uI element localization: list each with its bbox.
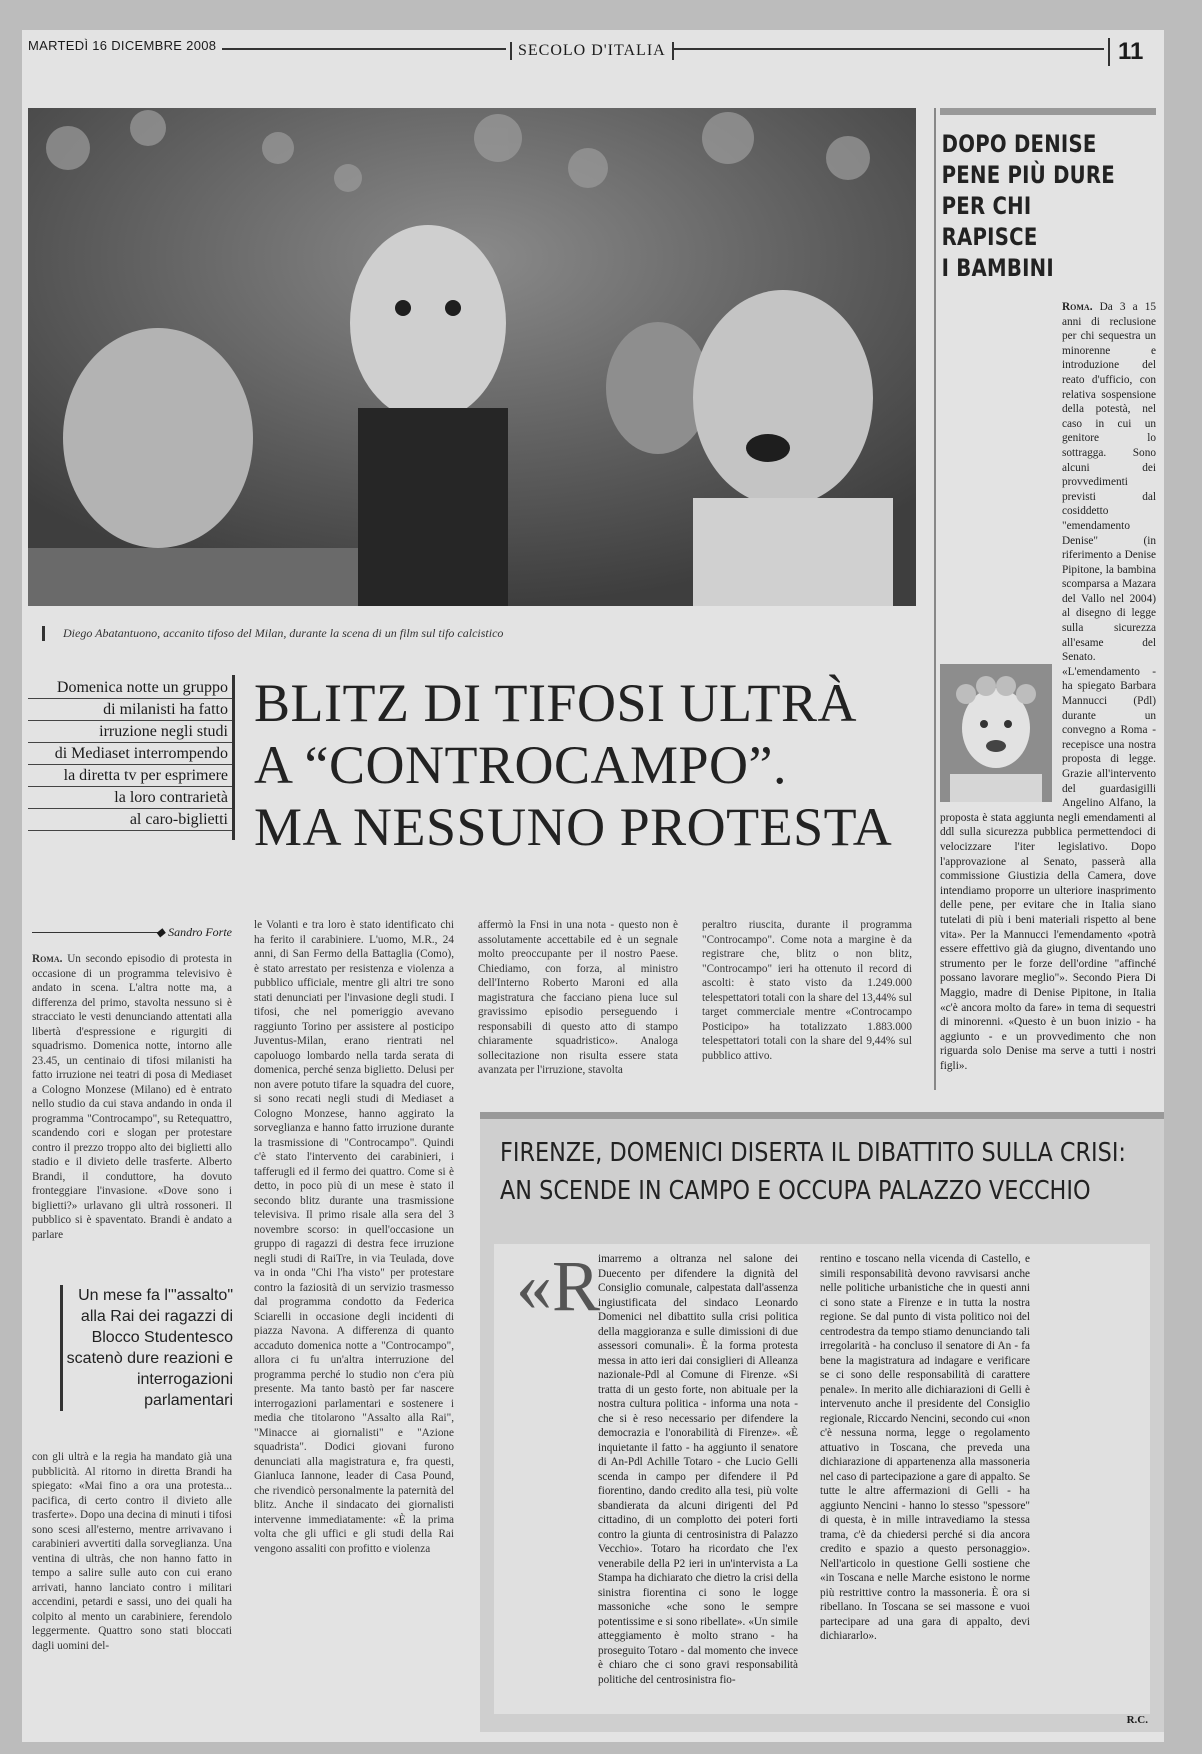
sidebar-dateline: Roma. bbox=[1062, 301, 1093, 313]
sidebar-headline-line: DOPO DENISE bbox=[941, 130, 1097, 158]
sidebar-headline-line: I BAMBINI bbox=[941, 254, 1054, 282]
deck-line: di milanisti ha fatto bbox=[28, 699, 232, 721]
column-text: le Volanti e tra loro è stato identificato chi ha ferito il carabiniere. L'uomo, M.R., 24 anni, di San Fermo della Battaglia (Como), è stato arrestato per resistenza e violenza a pubblico ufficiale, mentre gli altri tre sono stati denunciati per l'invasione degli studi. I tifosi, che nel pomeriggio avevano raggiunto Torino per assistere al posticipo Juventus-Milan, erano rientrati nel capoluogo lombardo nella tarda serata di domenica, perché senza biglietto. Delusi per non avere potuto tifare la squadra del cuore, si sono recati negli studi di Mediaset a Cologno Monzese, hanno aggirato la sorveglianza e hanno fatto irruzione durante la trasmissione di "Controcampo". Quindi c'è stato l'intervento dei carabinieri, i tafferugli ed il fermo dei quattro. Come si è detto, in poco più di un mese è stato il secondo blitz durante una trasmissione televisiva. Il primo risale alla sera del 3 novembre scorso: in quell'occasione un gruppo di ragazzi di destra fece irruzione negli studi di RaiTre, in via Teulada, dove va in onda "Chi l'ha visto" per protestare contro la faziosità di un servizio trasmesso dal programma condotto da Federica Sciarelli in occasione degli incidenti di piazza Navona. A differenza di quanto accaduto domenica notte a "Controcampo", allora ci fu un'altra interruzione del programma perché lo studio non c'era più presente. Ma tanto bastò per far nascere interrogazioni parlamentari e sostenere i media che titolarono "Assalto alla Rai", "Minacce ai giornalisti" e "Azione squadrista". Dodici giovani furono denunciati alla magistratura e, fra questi, Gianluca Iannone, leader di Casa Pound, che rivendicò personalmente la paternità del blitz. Anche il sindacato dei giornalisti intervenne immediatamente: «È la prima volta che gli uffici e gli studi della Rai vengono assaliti con profitto e violenza bbox=[254, 919, 454, 1555]
column-text: affermò la Fnsi in una nota - questo non è assolutamente accettabile ed è un segnale molto preoccupante per il nostro Paese. Chiediamo, con forza, al ministro dell'Interno Roberto Maroni ed alla magistratura che facciano piena luce sul gravissimo episodio perseguendo i responsabili di questo atto di stampo chiaramente squadristico». Analoga sollecitazione non risulta essere stata avanzata per l'irruzione, stavolta bbox=[478, 919, 678, 1076]
child-portrait bbox=[940, 664, 1052, 802]
florence-text: imarremo a oltranza nel salone dei Duecento per difendere la dignità del Consiglio comunale, calpestata dall'assenza ingiustificata del sindaco Leonardo Domenici nel dibattito sulla crisi politica della maggioranza e sulle dimissioni di due assessori comunali». È la forma protesta messa in atto ieri dai consiglieri di Alleanza nazionale-Pdl al Comune di Firenze. «Si tratta di un gesto forte, non abituale per la nostra cultura politica - informa una nota - che si è reso necessario per difendere la democrazia e l'onorabilità di Firenze». «È inquietante il fatto - ha aggiunto il senatore di An-Pdl Achille Totaro - che Lucio Gelli scenda in campo per difendere il Pd fiorentino, dando credito alla tesi, più volte sbandierata da alcuni dirigenti del Pd cittadino, di un complotto dei poteri forti contro la giunta di centrosinistra di Palazzo Vecchio». Totaro ha ricordato che l'ex venerabile della P2 ieri in un'intervista a La Stampa ha dichiarato che dietro la crisi della sinistra fiorentina ci sono le logge massoniche «che sono le sempre potentissime e si sono ribellate». «Un simile atteggiamento è molto strano - ha proseguito Totaro - dal momento che invece è chiaro che ci sono gravi responsabilità politiche del centrosinistra fio- bbox=[598, 1253, 798, 1686]
sidebar-text: Da 3 a 15 anni di reclusione per chi sequestra un minorenne e introduzione del reato d'ufficio, con relativa sospensione della potestà, nel caso in cui un genitore lo sottragga. Sono alcuni dei provvedimenti previsti dal cosiddetto "emendamento Denise" (in riferimento a Denise Pipitone, la bambina scomparsa a Mazara del Vallo nel 2004) al disegno di legge sulla sicurezza all'esame del Senato. «L'emendamento - ha spiegato Barbara Mannucci (Pdl) durante un convegno a Roma - recepisce una nostra proposta di legge. Grazie all'intervento del guardasigilli Angelino Alfano, la proposta è stata aggiunta negli emendamenti al ddl sulla sicurezza pubblica permettendoci di velocizzare l'iter legislativo. Dopo l'approvazione al Senato, passerà alla commissione Giustizia della Camera, dove intendiamo proporre un ulteriore inasprimento delle pene, per evitare che in Italia siano tutelati di più i beni materiali rispetto al bene vita». Per la Mannucci l'emendamento «potrà essere effettivo già da giugno, diventando uno strumento per le forze dell'ordine "affinché possano lavorare meglio"». Secondo Piera Di Maggio, madre di Denise Pipitone, in Italia «c'è ancora molto da fare» in tema di sequestri di minorenni. «Questo è un buon inizio - ha aggiunto - e un provvedimento che non riguarda solo Denise ma serve a tutti i nostri figli». bbox=[940, 301, 1156, 1072]
masthead-paper-name: SECOLO D'ITALIA bbox=[510, 42, 674, 60]
photo-caption: Diego Abatantuono, accanito tifoso del Milan, durante la scena di un film sul tifo calcistico bbox=[42, 626, 503, 641]
deck-line: Domenica notte un gruppo bbox=[28, 677, 232, 699]
column-text: peraltro riuscita, durante il programma "Controcampo". Come nota a margine è da registrare che, blitz o non blitz, "Controcampo" ieri ha ottenuto il record di ascolti: è stato visto da 1.249.000 telespettatori totali con la share del 13,44% sul target commerciale mentre «Controcampo Posticipo» ha totalizzato 1.883.000 telespettatori totali con la share del 9,44% sul pubblico attivo. bbox=[702, 919, 912, 1062]
masthead-rule-right bbox=[672, 48, 1104, 50]
florence-headline-line: AN SCENDE IN CAMPO E OCCUPA PALAZZO VECCHIO bbox=[500, 1176, 1091, 1206]
headline-line: A “CONTROCAMPO”. bbox=[254, 735, 788, 795]
article-column-4 bbox=[702, 918, 912, 1104]
main-headline bbox=[254, 672, 914, 858]
byline-author: Sandro Forte bbox=[168, 925, 232, 939]
sidebar-headline bbox=[940, 129, 1117, 284]
florence-column-3 bbox=[1046, 1252, 1142, 1708]
florence-column-2 bbox=[820, 1252, 1030, 1708]
florence-headline bbox=[500, 1134, 1126, 1210]
fans-photo-illustration bbox=[28, 108, 916, 606]
headline-line: BLITZ DI TIFOSI ULTRÀ bbox=[254, 673, 857, 733]
sidebar-article bbox=[940, 108, 1156, 1090]
masthead-date: MARTEDÌ 16 DICEMBRE 2008 bbox=[28, 38, 222, 53]
pull-quote: Un mese fa l'"assalto" alla Rai dei ragazzi di Blocco Studentesco scatenò dure reazioni e interrogazioni parlamentari bbox=[60, 1285, 237, 1411]
article-column-1-continued bbox=[32, 1450, 232, 1732]
newspaper-page bbox=[22, 30, 1164, 1742]
florence-top-bar bbox=[480, 1112, 1164, 1119]
deck-line: di Mediaset interrompendo bbox=[28, 743, 232, 765]
main-photo bbox=[28, 108, 916, 606]
sidebar-headline-line: PENE PIÙ DURE bbox=[941, 161, 1115, 189]
sidebar-body bbox=[940, 300, 1156, 1100]
article-column-2 bbox=[254, 918, 454, 1732]
florence-text: rentino e toscano nella vicenda di Castello, e simili responsabilità devono ravvisarsi anche nelle politiche urbanistiche che in questi anni ci sono state a Firenze e in tutta la nostra regione. Se dal punto di vista politico noi del centrodestra da tempo stiamo denunciando tali irregolarità - ha concluso il senatore di An - fa bene la magistratura ad indagare e verificare se ci sono delle responsabilità di carattere penale». In merito alle dichiarazioni di Gelli è intervenuto anche il presidente del Consiglio regionale, Riccardo Nencini, secondo cui «non c'è nessuna norma, legge o regolamento attuativo in Toscana, che preveda una dichiarazione di appartenenza alla massoneria nel caso di partecipazione a gare di appalto. Se tutte le altre affermazioni di Gelli - ha aggiunto Nencini - hanno lo stesso "spessore" di questa, è in mille intravediamo la stessa trama, c'è da chiedersi perché si dia ancora credito e spazio a questo personaggio». Nell'articolo in questione Gelli sostiene che «in Toscana e nelle Marche esistono le norme più restrittive contro la massoneria. È ora si ribellano. In Toscana se sei massone e vuoi partecipare ad una gara di appalto, devi dichiararlo». bbox=[820, 1253, 1030, 1642]
sidebar-headline-line: PER CHI RAPISCE bbox=[941, 192, 1038, 251]
column-text: con gli ultrà e la regia ha mandato già una pubblicità. Al ritorno in diretta Brandi ha spiegato: «Mai fino a ora una protesta... pacifica, di certo contro il divieto alle trasferte». Dopo una decina di minuti i tifosi sono scesi all'esterno, mentre arrivavano i carabinieri avvertiti dalla sorveglianza. Una ventina di ultràs, che non hanno fatto in tempo a salire sulle auto con cui erano arrivati, hanno lanciato contro i militari accendini, petardi e sassi, uno dei quali ha colpito al mento un carabiniere, ferendolo leggermente. Quattro sono stati bloccati dagli uomini del- bbox=[32, 1451, 232, 1652]
florence-initials: R.C. bbox=[1126, 1714, 1148, 1726]
column-text: Un secondo episodio di protesta in occasione di un programma televisivo è andato in scena. L'altra notte ma, a differenza del primo, stavolta nessuno si è stracciato le vesti denunciando attentati alla libertà d'espressione e rigurgiti di squadrismo. Domenica notte, intorno alle 23.45, un centinaio di tifosi milanisti ha fatto irruzione nei teatri di posa di Mediaset a Cologno Monzese (Milano) ed è entrato nello studio da cui stava andando in onda il programma "Controcampo", su Retequattro, scandendo cori e slogan per protestare contro il prezzo troppo alto dei biglietti allo stadio e il divieto delle trasferte. Alberto Brandi, il conduttore, ha dovuto fronteggiare l'invasione. «Dove sono i biglietti?» urlavano gli ultrà rossoneri. Il pubblico si è spaventato. Brandi è andato a parlare bbox=[32, 953, 232, 1241]
headline-line: MA NESSUNO PROTESTA bbox=[254, 797, 893, 857]
deck-line: la loro contrarietà bbox=[28, 787, 232, 809]
florence-headline-line: FIRENZE, DOMENICI DISERTA IL DIBATTITO SULLA CRISI: bbox=[500, 1138, 1126, 1168]
deck-divider bbox=[232, 675, 235, 840]
deck-line: la diretta tv per esprimere bbox=[28, 765, 232, 787]
florence-column-1 bbox=[598, 1252, 798, 1708]
article-column-3 bbox=[478, 918, 678, 1104]
sidebar-rule bbox=[934, 108, 936, 1090]
florence-box bbox=[480, 1112, 1164, 1732]
deck-line: al caro-biglietti bbox=[28, 809, 232, 831]
sidebar-top-bar bbox=[940, 108, 1156, 115]
florence-dropcap: «R bbox=[516, 1246, 601, 1326]
child-photo bbox=[940, 664, 1052, 802]
deck-line: irruzione negli studi bbox=[28, 721, 232, 743]
byline: ◆ Sandro Forte bbox=[155, 925, 232, 939]
article-deck bbox=[28, 677, 232, 831]
article-column-1 bbox=[32, 952, 232, 1270]
dateline: Roma. bbox=[32, 953, 63, 965]
page-number: 11 bbox=[1108, 38, 1143, 66]
